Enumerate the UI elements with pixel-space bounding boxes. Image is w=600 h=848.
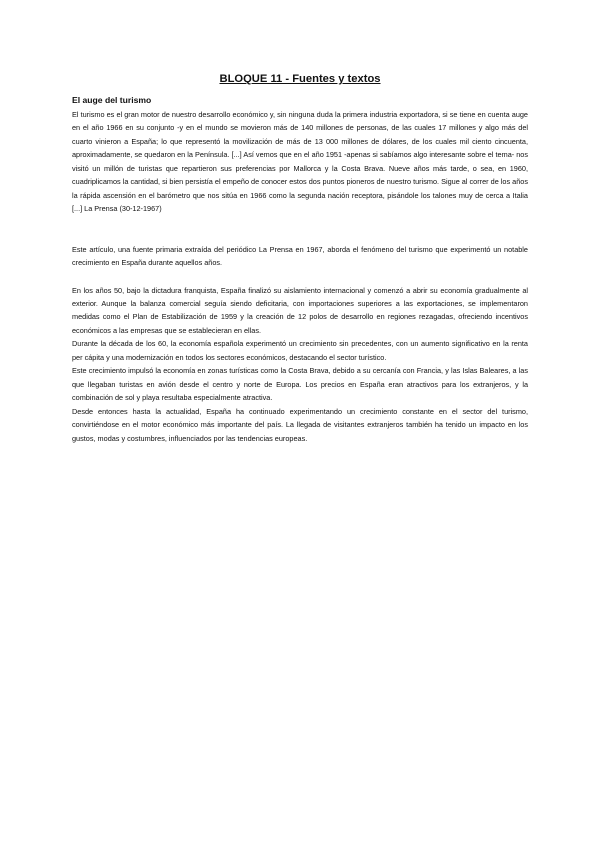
body-paragraph: En los años 50, bajo la dictadura franquista, España finalizó su aislamiento internacional y comenzó a abrir su economía gradualmente al exterior. Aunque la balanza comercial seguía siendo deficitaria, con importaciones superiores a las exportaciones, se implementaron medidas como el Plan de Estabilización de 1959 y la creación de 12 polos de desarrollo en regiones rezagadas, ofreciendo incentivos económicos a las empresas que se establecieran en ellas.	[72, 285, 528, 335]
document-page	[72, 72, 528, 445]
body-paragraph: Desde entonces hasta la actualidad, España ha continuado experimentando un crecimiento constante en el sector del turismo, convirtiéndose en el motor económico más importante del país. La llegada de visitantes extranjeros también ha tenido un impacto en los gustos, modas y costumbres, influenciados por las tendencias europeas.	[72, 406, 528, 443]
section-subtitle: El auge del turismo	[72, 95, 152, 105]
intro-paragraph: Este artículo, una fuente primaria extraída del periódico La Prensa en 1967, aborda el fenómeno del turismo que experimentó un notable crecimiento en España durante aquellos años.	[72, 244, 528, 268]
body-paragraph: Durante la década de los 60, la economía española experimentó un crecimiento sin precedentes, con un aumento significativo en la renta per cápita y una modernización en todos los sectores económicos, destacando el sector turístico.	[72, 339, 528, 362]
body-paragraph: Este crecimiento impulsó la economía en zonas turísticas como la Costa Brava, debido a su cercanía con Francia, y las Islas Baleares, a las que llegaban turistas en avión desde el centro y norte de Europa. Los precios en España eran atractivos para los extranjeros, y la combinación de sol y playa resultaba especialmente atractiva.	[72, 366, 528, 403]
source-quote-paragraph: El turismo es el gran motor de nuestro desarrollo económico y, sin ninguna duda la primera industria exportadora, si se tiene en cuenta auge en el año 1966 en su conjunto -y en el mundo se movieron más de 140 millones de personas, de las cuales 17 millones y algo más del cuarto vinieron a España; lo que representó la movilización de más de 13 000 millones de dólares, de los cuales mil ciento cincuenta, aproximadamente, se quedaron en la Península. [...] Así vemos que en el año 1951 -apenas si sabíamos algo interesante sobre el tema- nos visitó un millón de turistas que repartieron sus preferencias por Mallorca y la Costa Brava. Nueve años más tarde, o sea, en 1960, cuadriplicamos la cantidad, si bien persistía el empeño de conocer estos dos puntos pioneros de nuestro turismo. Sigue al correr de los años la rápida ascensión en el barómetro que nos sitúa en 1966 como la segunda nación receptora, pisándole los talones muy de cerca a Italia [...] La Prensa (30-12-1967)	[72, 110, 528, 214]
document-title: BLOQUE 11 - Fuentes y textos	[219, 73, 381, 85]
